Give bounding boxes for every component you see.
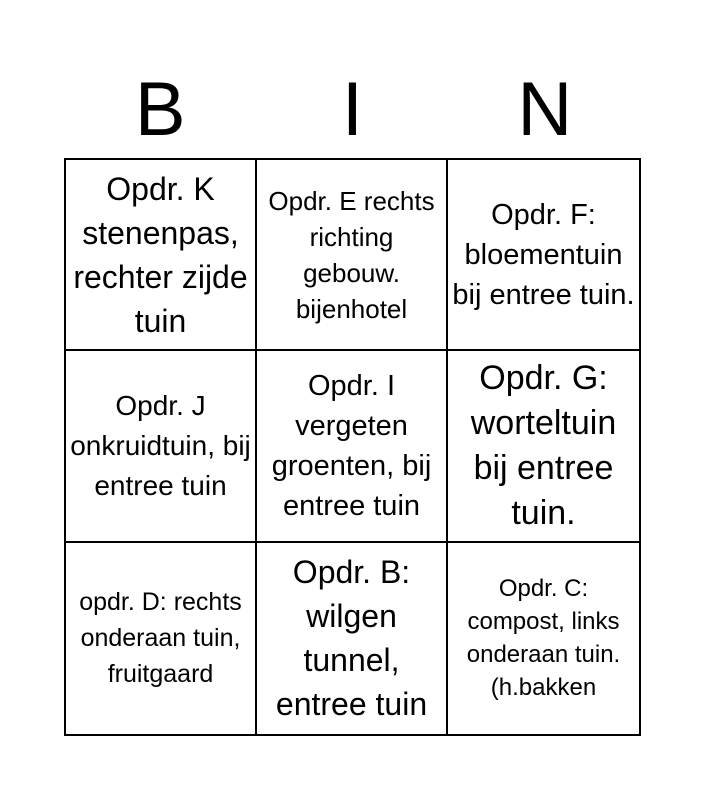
bingo-cell: Opdr. J onkruidtuin, bij entree tuin xyxy=(66,351,257,542)
bingo-cell: Opdr. I vergeten groenten, bij entree tuin xyxy=(257,351,448,542)
bingo-cell: Opdr. C: compost, links onderaan tuin. (h.bakken xyxy=(466,575,621,702)
header-letter-b: B xyxy=(134,67,186,152)
bingo-cell: Opdr. K stenenpas, rechter zijde tuin xyxy=(66,160,257,351)
header-letter-i: I xyxy=(341,67,364,152)
bingo-cell: Opdr. E rechts richting gebouw. bijenhotel xyxy=(257,160,448,351)
header-letter-n: N xyxy=(517,67,573,152)
bingo-cell: Opdr. F: bloementuin bij entree tuin. xyxy=(448,160,639,351)
bingo-grid xyxy=(64,158,641,736)
bingo-cell: Opdr. G: worteltuin bij entree tuin. xyxy=(448,351,639,542)
bingo-cell: opdr. D: rechts onderaan tuin, fruitgaard xyxy=(66,543,257,734)
bingo-cell: Opdr. B: wilgen tunnel, entree tuin xyxy=(257,543,448,734)
bingo-header xyxy=(64,62,641,158)
